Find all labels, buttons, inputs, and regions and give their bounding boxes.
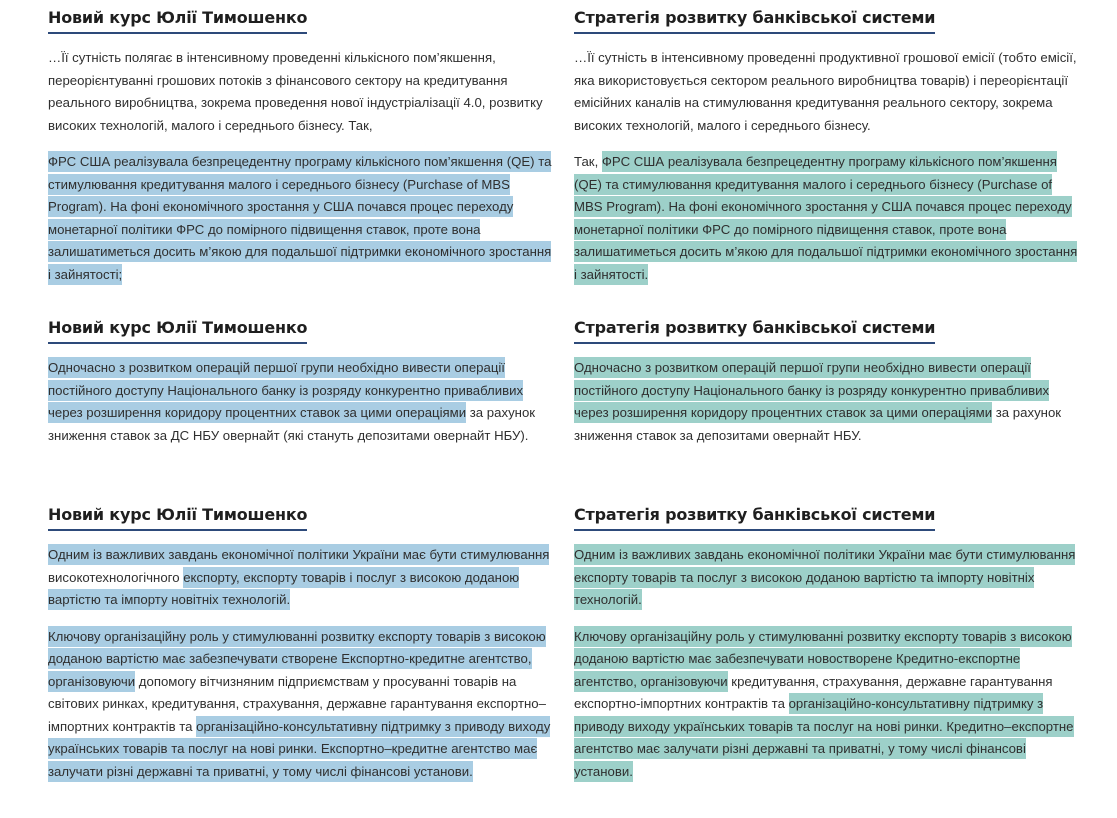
right-section-heading[interactable]: Стратегія розвитку банківської системи [574, 505, 935, 531]
right-paragraph [574, 544, 1079, 612]
highlighted-text: Ключову організаційну роль у стимулюванні розвитку експорту товарів з високою доданою вартістю має забезпечувати створене Експортно-кредитне агентство, організовуючи [48, 626, 546, 692]
highlighted-text: організаційно-консультативну підтримку з приводу виходу українських товарів та послуг на нові ринки. Експортно–кредитне агентство має залучати різні державні та приватні, у тому числі фінансові установи. [48, 716, 550, 782]
plain-text: …Її сутність в інтенсивному проведенні продуктивної грошової емісії (тобто емісії, яка використовується сектором реального виробництва товарів) і переорієнтації емісійних каналів на стимулювання кредитування реального сектору, зокрема високих технологій, малого і середнього бізнесу. [574, 50, 1077, 133]
left-section-heading[interactable]: Новий курс Юлії Тимошенко [48, 8, 307, 34]
right-paragraph [574, 626, 1079, 784]
plain-text: високотехнологічного [48, 569, 184, 585]
left-paragraph [48, 151, 553, 286]
right-section-1 [574, 8, 1079, 300]
highlighted-text: Одночасно з розвитком операцій першої групи необхідно вивести операції постійного доступу Національного банку із розряду конкурентно привабливих через розширення коридору процентних ставок за цими операціями [574, 357, 1049, 423]
highlighted-text: Одночасно з розвитком операцій першої групи необхідно вивести операції постійного доступу Національного банку із розряду конкурентно привабливих через розширення коридору процентних ставок за цими операціями [48, 357, 523, 423]
highlighted-text: Одним із важливих завдань економічної політики України має бути стимулювання [48, 544, 549, 565]
plain-text: кредитування, страхування, державне гарантування експортно-імпортних контрактів та [574, 673, 1053, 711]
plain-text: допомогу вітчизняним підприємствам у просуванні товарів на світових ринках, кредитування, страхування, державне гарантування експортно–імпортних контрактів та [48, 673, 546, 734]
plain-text: за рахунок зниження ставок за ДС НБУ овернайт (які стануть депозитами овернайт НБУ). [48, 405, 536, 443]
plain-text: Так, [574, 154, 602, 169]
right-section-3 [574, 505, 1079, 797]
left-section-3 [48, 505, 553, 797]
right-paragraph [574, 47, 1079, 137]
left-section-1 [48, 8, 553, 300]
left-paragraph [48, 544, 553, 612]
right-paragraph [574, 151, 1079, 286]
left-section-heading[interactable]: Новий курс Юлії Тимошенко [48, 505, 307, 531]
highlighted-text: Ключову організаційну роль у стимулюванні розвитку експорту товарів з високою доданою вартістю має забезпечувати новостворене Кредитно-експортне агентство, організовуючи [574, 626, 1072, 692]
right-section-heading[interactable]: Стратегія розвитку банківської системи [574, 8, 935, 34]
highlighted-text: Одним із важливих завдань економічної політики України має бути стимулювання експорту товарів та послуг з високою доданою вартістю та імпорту новітніх технологій. [574, 544, 1075, 610]
left-paragraph [48, 357, 553, 447]
highlighted-text: експорту, експорту товарів і послуг з високою доданою вартістю та імпорту новітніх технологій. [48, 567, 519, 611]
highlighted-text: ФРС США реалізувала безпрецедентну програму кількісного пом’якшення (QE) та стимулювання кредитування малого і середнього бізнесу (Purchase of MBS Program). На фоні економічного зростання у США почався процес переходу монетарної політики ФРС до помірного підвищення ставок, проте вона залишатиметься досить м’якою для подальшої підтримки економічного зростання і зайнятості; [48, 151, 551, 285]
left-section-heading[interactable]: Новий курс Юлії Тимошенко [48, 318, 307, 344]
highlighted-text: ФРС США реалізувала безпрецедентну програму кількісного пом’якшення (QE) та стимулювання кредитування малого і середнього бізнесу (Purchase of MBS Program). На фоні економічного зростання у США почався процес переходу монетарної політики ФРС до помірного підвищення ставок, проте вона залишатиметься досить м’якою для подальшої підтримки економічного зростання і зайнятості. [574, 151, 1077, 285]
right-section-2 [574, 318, 1079, 461]
left-paragraph [48, 626, 553, 784]
plain-text: …Її сутність полягає в інтенсивному проведенні кількісного пом’якшення, переорієнтуванні грошових потоків з фінансового сектору на кредитування реального виробництва, зокрема проведення нової індустріалізації 4.0, розвитку високих технологій, малого і середнього бізнесу. Так, [48, 50, 543, 133]
right-paragraph [574, 357, 1079, 447]
right-section-heading[interactable]: Стратегія розвитку банківської системи [574, 318, 935, 344]
left-section-2 [48, 318, 553, 461]
highlighted-text: організаційно-консультативну підтримку з приводу виходу українських товарів та послуг на нові ринки. Кредитно–експортне агентство має залучати різні державні та приватні, у тому числі фінансові установи. [574, 693, 1074, 782]
left-paragraph [48, 47, 553, 137]
plain-text: за рахунок зниження ставок за депозитами овернайт НБУ. [574, 405, 1062, 443]
